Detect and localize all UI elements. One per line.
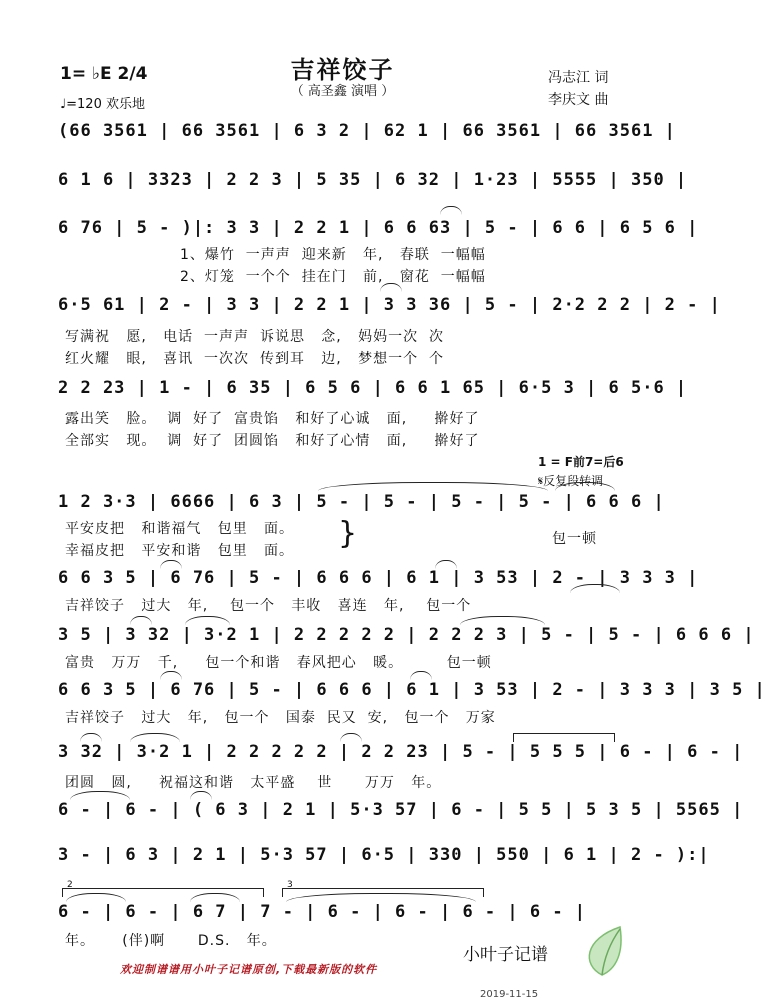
lyric-row-5b: 全部实 现。 调 好了 团圆馅 和好了心情 面, 擀好了 xyxy=(65,433,480,449)
song-title: 吉祥饺子 xyxy=(290,56,395,84)
end-lyric: 包一顿 xyxy=(552,531,597,547)
footer-date: 2019-11-15 xyxy=(480,989,539,1000)
tie-arc xyxy=(130,733,180,742)
tie-arc xyxy=(190,893,240,902)
tie-arc xyxy=(80,733,102,742)
tie-arc xyxy=(160,671,182,680)
lyric-row-3b: 2、灯笼 一个个 挂在门 前, 窗花 一幅幅 xyxy=(180,269,486,285)
tie-arc xyxy=(340,733,362,742)
lyric-row-9: 吉祥饺子 过大 年, 包一个 国泰 民又 安, 包一个 万家 xyxy=(65,710,496,726)
notation-row-4: 6·5 61 | 2 - | 3 3 | 2 2 1 | 3 3 36 | 5 - | 2·2 2 2 | 2 - | xyxy=(58,295,721,315)
ending-bracket-1 xyxy=(513,733,615,742)
tie-arc xyxy=(190,791,212,800)
tie-arc xyxy=(440,206,462,215)
singer-line: （ 高圣鑫 演唱 ） xyxy=(290,84,395,99)
notation-row-10: 3 32 | 3·2 1 | 2 2 2 2 2 | 2 2 23 | 5 - | 5 5 5 | 6 - | 6 - | xyxy=(58,742,744,762)
tie-arc xyxy=(570,584,620,593)
lyric-row-6a: 平安皮把 和谐福气 包里 面。 xyxy=(65,521,295,537)
tempo-marking: ♩=120 欢乐地 xyxy=(60,97,145,112)
tie-arc xyxy=(70,791,130,800)
tie-arc xyxy=(185,616,230,625)
notation-row-3: 6 76 | 5 - )|: 3 3 | 2 2 1 | 6 6 63 | 5 - | 6 6 | 6 5 6 | xyxy=(58,218,699,238)
lyric-row-6b: 幸福皮把 平安和谐 包里 面。 xyxy=(65,543,295,559)
tie-arc xyxy=(435,560,457,569)
key-signature: 1= ♭E 2/4 xyxy=(60,64,148,84)
lyric-row-3a: 1、爆竹 一声声 迎来新 年, 春联 一幅幅 xyxy=(180,247,486,263)
notation-row-2: 6 1 6 | 3323 | 2 2 3 | 5 35 | 6 32 | 1·23 | 5555 | 350 | xyxy=(58,170,688,190)
lyric-row-10: 团圆 圆, 祝福这和谐 太平盛 世 万万 年。 xyxy=(65,775,442,791)
notation-row-1: (66 3561 | 66 3561 | 6 3 2 | 62 1 | 66 3561 | 66 3561 | xyxy=(58,121,676,141)
notation-row-12: 3 - | 6 3 | 2 1 | 5·3 57 | 6·5 | 330 | 550 | 6 1 | 2 - ):| xyxy=(58,845,710,865)
lyric-row-4b: 红火耀 眼, 喜讯 一次次 传到耳 边, 梦想一个 个 xyxy=(65,351,445,367)
composer-credit: 李庆文 曲 xyxy=(548,92,609,108)
notation-row-9: 6 6 3 5 | 6 76 | 5 - | 6 6 6 | 6 1 | 3 53 | 2 - | 3 3 3 | 3 5 | xyxy=(58,680,766,700)
notation-row-5: 2 2 23 | 1 - | 6 35 | 6 5 6 | 6 6 1 65 | 6·5 3 | 6 5·6 | xyxy=(58,378,688,398)
ending-bracket-3: 3 xyxy=(282,888,484,897)
ending-bracket-2: 2 xyxy=(62,888,264,897)
tie-arc xyxy=(130,616,152,625)
tie-arc xyxy=(286,893,476,902)
tie-arc xyxy=(410,671,432,680)
leaf-logo-icon xyxy=(580,925,624,977)
notation-row-6: 1 2 3·3 | 6666 | 6 3 | 5 - | 5 - | 5 - | 5 - | 6 6 6 | xyxy=(58,492,665,512)
notation-row-13: 6 - | 6 - | 6 7 | 7 - | 6 - | 6 - | 6 - | 6 - | xyxy=(58,902,587,922)
tie-arc xyxy=(318,482,548,491)
lyric-row-13: 年。 (伴)啊 D.S. 年。 xyxy=(65,933,277,949)
lyricist-credit: 冯志江 词 xyxy=(548,70,609,86)
tie-arc xyxy=(160,560,182,569)
notation-row-8: 3 5 | 3 32 | 3·2 1 | 2 2 2 2 2 | 2 2 2 3 | 5 - | 5 - | 6 6 6 | xyxy=(58,625,755,645)
tie-arc xyxy=(66,893,126,902)
lyric-row-4a: 写满祝 愿, 电话 一声声 诉说思 念, 妈妈一次 次 xyxy=(65,329,445,345)
footer-welcome: 欢迎制谱谱用小叶子记谱原创,下载最新版的软件 xyxy=(120,963,378,976)
brace-icon: } xyxy=(338,516,358,551)
lyric-row-8: 富贵 万万 千, 包一个和谐 春风把心 暖。 包一顿 xyxy=(65,655,492,671)
tie-arc xyxy=(555,482,615,491)
lyric-row-5a: 露出笑 脸。 调 好了 富贵馅 和好了心诚 面, 擀好了 xyxy=(65,411,480,427)
notation-row-11: 6 - | 6 - | ( 6 3 | 2 1 | 5·3 57 | 6 - | 5 5 | 5 3 5 | 5565 | xyxy=(58,800,744,820)
tie-arc xyxy=(460,616,545,625)
repeat-note: 𝄋反复段转调 xyxy=(538,474,604,488)
modulation-note: 1 = F前7=后6 xyxy=(538,455,624,469)
lyric-row-7: 吉祥饺子 过大 年, 包一个 丰收 喜连 年, 包一个 xyxy=(65,598,472,614)
watermark-logo-text: 小叶子记谱 xyxy=(463,945,548,965)
notation-row-7: 6 6 3 5 | 6 76 | 5 - | 6 6 6 | 6 1 | 3 53 | 2 - | 3 3 3 | xyxy=(58,568,699,588)
tie-arc xyxy=(380,283,402,292)
